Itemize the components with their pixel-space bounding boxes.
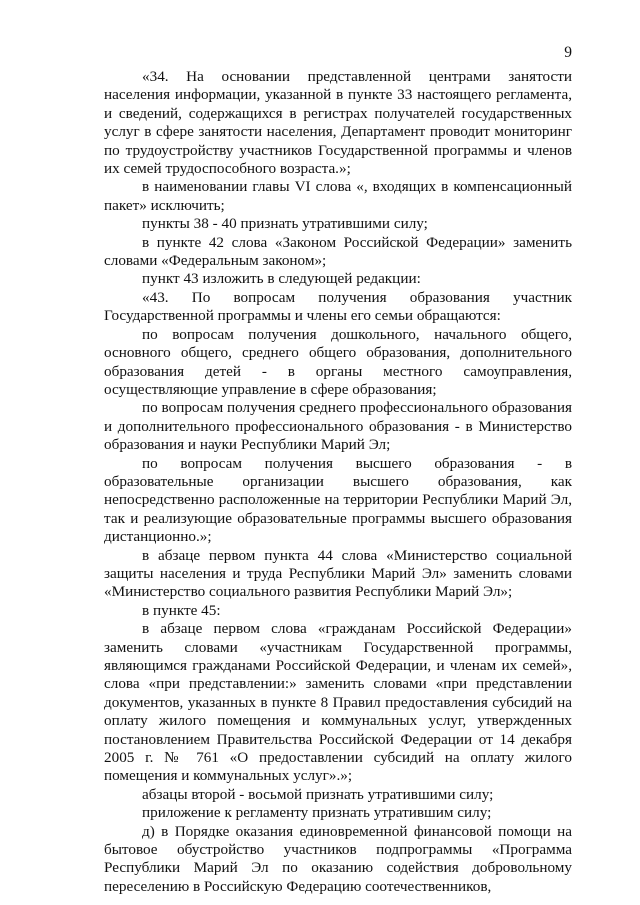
paragraph: в наименовании главы VI слова «, входящих в компенсационный пакет» исключить;: [104, 178, 572, 214]
paragraph: пункт 43 изложить в следующей редакции:: [142, 270, 421, 288]
document-body: [104, 68, 572, 896]
paragraph: пункты 38 - 40 признать утратившими силу;: [142, 215, 428, 233]
paragraph: «43. По вопросам получения образования участник Государственной программы и члены его семьи обращаются:: [104, 288, 572, 325]
page-number: 9: [564, 44, 572, 61]
paragraph: по вопросам получения дошкольного, начального общего, основного общего, среднего общего образования, дополнительного образования детей - в органы местного самоуправления, осуществляющие управление в сфере образования;: [104, 325, 572, 398]
paragraph: абзацы второй - восьмой признать утратившими силу;: [142, 785, 494, 803]
paragraph: приложение к регламенту признать утратившим силу;: [142, 804, 492, 822]
paragraph: «34. На основании представленной центрами занятости населения информации, указанной в пункте 33 настоящего регламента, и сведений, содержащихся в регистрах получателей государственных услуг в сфере занятости населения, Департамент проводит мониторинг по трудоустройству участников Государственной программы и членов их семей трудоспособного возраста.»;: [104, 68, 572, 178]
paragraph: д) в Порядке оказания единовременной финансовой помощи на бытовое обустройство участников подпрограммы «Программа Республики Марий Эл по оказанию содействия добровольному переселению в Российскую Федерацию соотечественников,: [104, 822, 572, 895]
paragraph: в пункте 42 слова «Законом Российской Федерации» заменить словами «Федеральным законом»;: [104, 233, 572, 270]
paragraph: по вопросам получения высшего образования - в образовательные организации высшего образования, как непосредственно расположенные на территории Республики Марий Эл, так и реализующие образовательные программы высшего образования дистанционно.»;: [104, 454, 572, 546]
paragraph: в абзаце первом слова «гражданам Российской Федерации» заменить словами «участникам Государственной программы, являющимся гражданами Российской Федерации, и членам их семей», слова «при представлении:» заменить словами «при представлении документов, указанных в пункте 8 Правил предоставления субсидий на оплату жилого помещения и коммунальных услуг, утвержденных постановлением Правительства Российской Федерации от 14 декабря 2005 г. № 761 «О предоставлении субсидий на оплату жилого помещения и коммунальных услуг».»;: [104, 620, 572, 785]
paragraph: в пункте 45:: [142, 601, 221, 619]
paragraph: в абзаце первом пункта 44 слова «Министерство социальной защиты населения и труда Республики Марий Эл» заменить словами «Министерство социального развития Республики Марий Эл»;: [104, 546, 572, 601]
paragraph: по вопросам получения среднего профессионального образования и дополнительного профессионального образования - в Министерство образования и науки Республики Марий Эл;: [104, 399, 572, 454]
